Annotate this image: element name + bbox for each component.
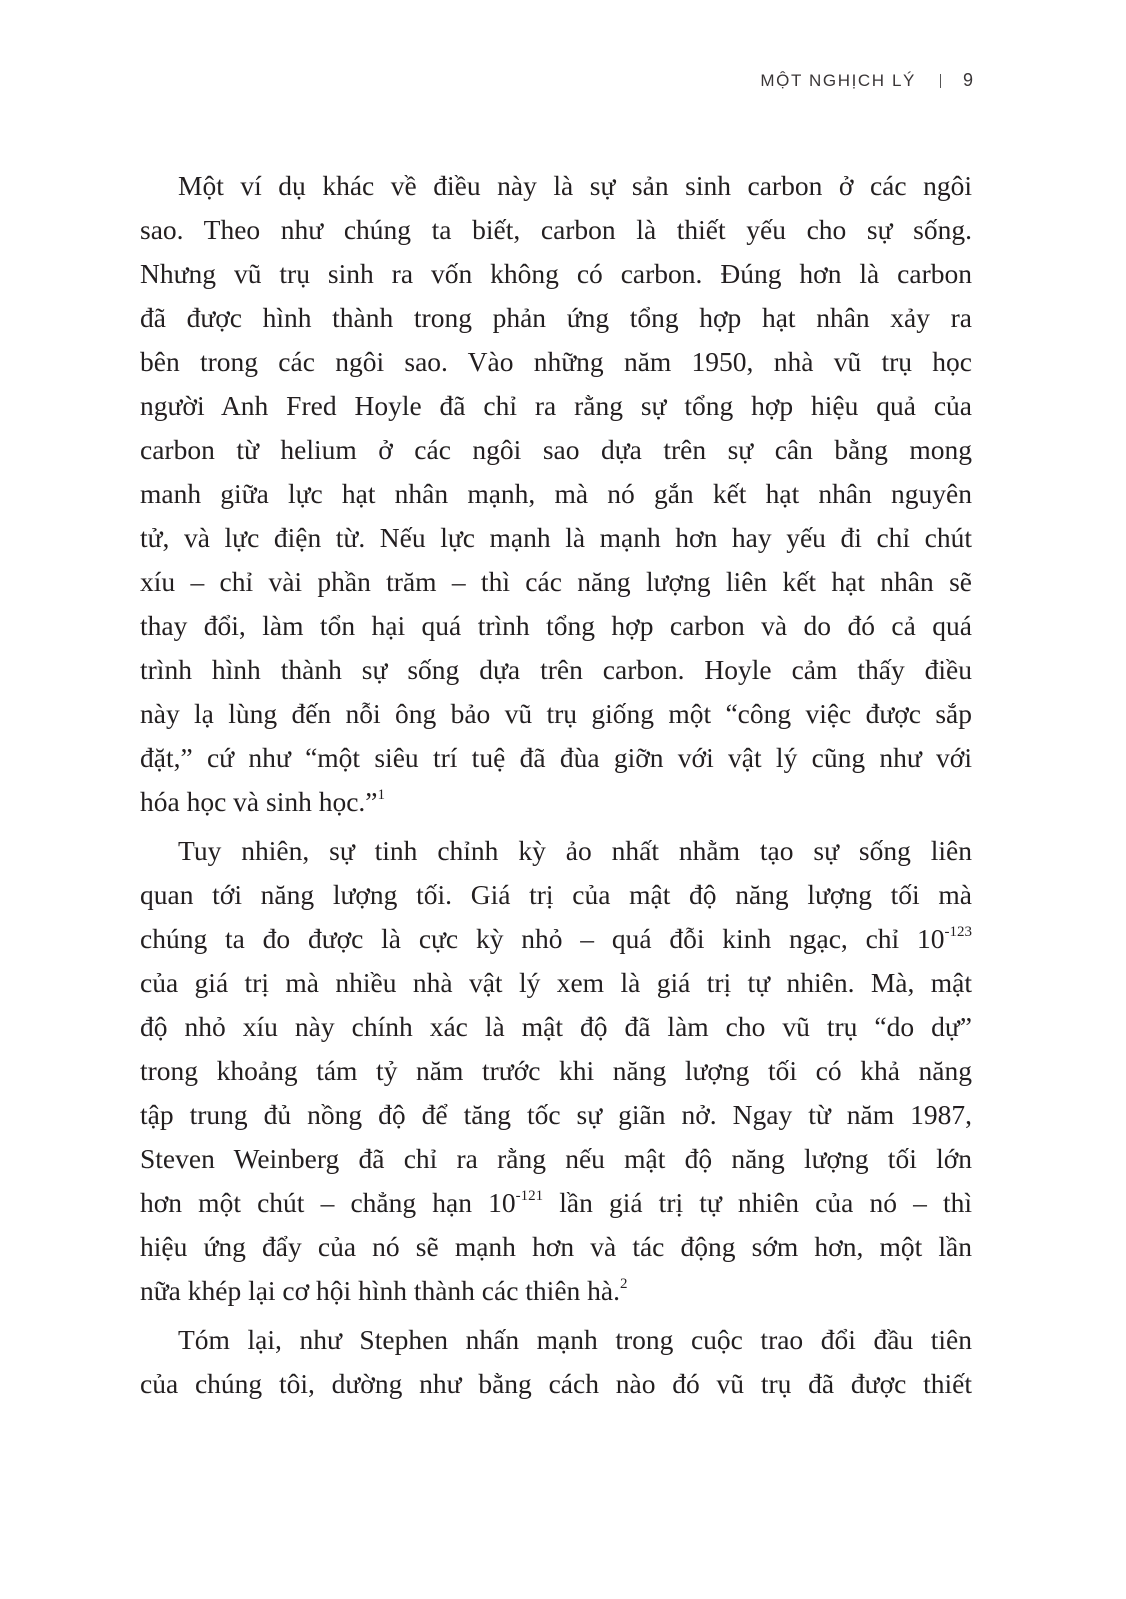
text-line: của chúng tôi, dường như bằng cách nào đó vũ trụ đã được thiết [140,1368,972,1399]
text-segment: chúng ta đo được là cực kỳ nhỏ – quá đỗi kinh ngạc, chỉ 10 [140,923,945,954]
body-text [140,164,972,1411]
text-line: bên trong các ngôi sao. Vào những năm 1950, nhà vũ trụ học [140,346,972,377]
text-segment: hóa học và sinh học.” [140,786,378,817]
footnote-marker: -121 [515,1188,544,1204]
text-line: đặt,” cứ như “một siêu trí tuệ đã đùa giỡn với vật lý cũng như với [140,742,972,773]
text-line: Steven Weinberg đã chỉ ra rằng nếu mật độ năng lượng tối lớn [140,1143,972,1174]
page-number: 9 [962,70,973,90]
text-line: quan tới năng lượng tối. Giá trị của mật độ năng lượng tối mà [140,879,972,910]
text-line: trong khoảng tám tỷ năm trước khi năng lượng tối có khả năng [140,1055,972,1086]
text-line [140,917,972,961]
text-line: đã được hình thành trong phản ứng tổng hợp hạt nhân xảy ra [140,302,972,333]
text-line [140,1181,972,1225]
header-divider [940,74,941,88]
text-segment: hơn một chút – chẳng hạn 10 [140,1187,516,1218]
text-line: Tóm lại, như Stephen nhấn mạnh trong cuộc trao đổi đầu tiên [178,1324,972,1355]
text-line: của giá trị mà nhiều nhà vật lý xem là giá trị tự nhiên. Mà, mật [140,967,972,998]
text-line: này lạ lùng đến nỗi ông bảo vũ trụ giống một “công việc được sắp [140,698,972,729]
text-line: tập trung đủ nồng độ để tăng tốc sự giãn nở. Ngay từ năm 1987, [140,1099,972,1130]
footnote-marker: 2 [620,1276,628,1292]
paragraph [140,164,972,824]
text-segment: nữa khép lại cơ hội hình thành các thiên hà. [140,1275,620,1306]
text-line: độ nhỏ xíu này chính xác là mật độ đã làm cho vũ trụ “do dự” [140,1011,972,1042]
text-line: hiệu ứng đẩy của nó sẽ mạnh hơn và tác động sớm hơn, một lần [140,1231,972,1262]
text-line: trình hình thành sự sống dựa trên carbon. Hoyle cảm thấy điều [140,654,972,685]
text-line: tử, và lực điện từ. Nếu lực mạnh là mạnh hơn hay yếu đi chỉ chút [140,522,972,553]
footnote-marker: 1 [377,787,385,803]
text-segment: lần giá trị tự nhiên của nó – thì [543,1187,972,1218]
text-line: manh giữa lực hạt nhân mạnh, mà nó gắn kết hạt nhân nguyên [140,478,972,509]
text-line: carbon từ helium ở các ngôi sao dựa trên sự cân bằng mong [140,434,972,465]
paragraph [140,1318,972,1406]
text-line [140,780,972,824]
text-line: Một ví dụ khác về điều này là sự sản sinh carbon ở các ngôi [178,170,972,201]
text-line: Tuy nhiên, sự tinh chỉnh kỳ ảo nhất nhằm tạo sự sống liên [178,835,972,866]
text-line: xíu – chỉ vài phần trăm – thì các năng lượng liên kết hạt nhân sẽ [140,566,972,597]
text-line: thay đổi, làm tổn hại quá trình tổng hợp carbon và do đó cả quá [140,610,972,641]
text-line: sao. Theo như chúng ta biết, carbon là thiết yếu cho sự sống. [140,214,972,245]
text-line: người Anh Fred Hoyle đã chỉ ra rằng sự tổng hợp hiệu quả của [140,390,972,421]
footnote-marker: -123 [944,924,972,940]
running-header [760,70,973,91]
text-line [140,1269,972,1313]
text-line: Nhưng vũ trụ sinh ra vốn không có carbon. Đúng hơn là carbon [140,258,972,289]
chapter-title: MỘT NGHỊCH LÝ [760,70,916,90]
paragraph [140,829,972,1313]
